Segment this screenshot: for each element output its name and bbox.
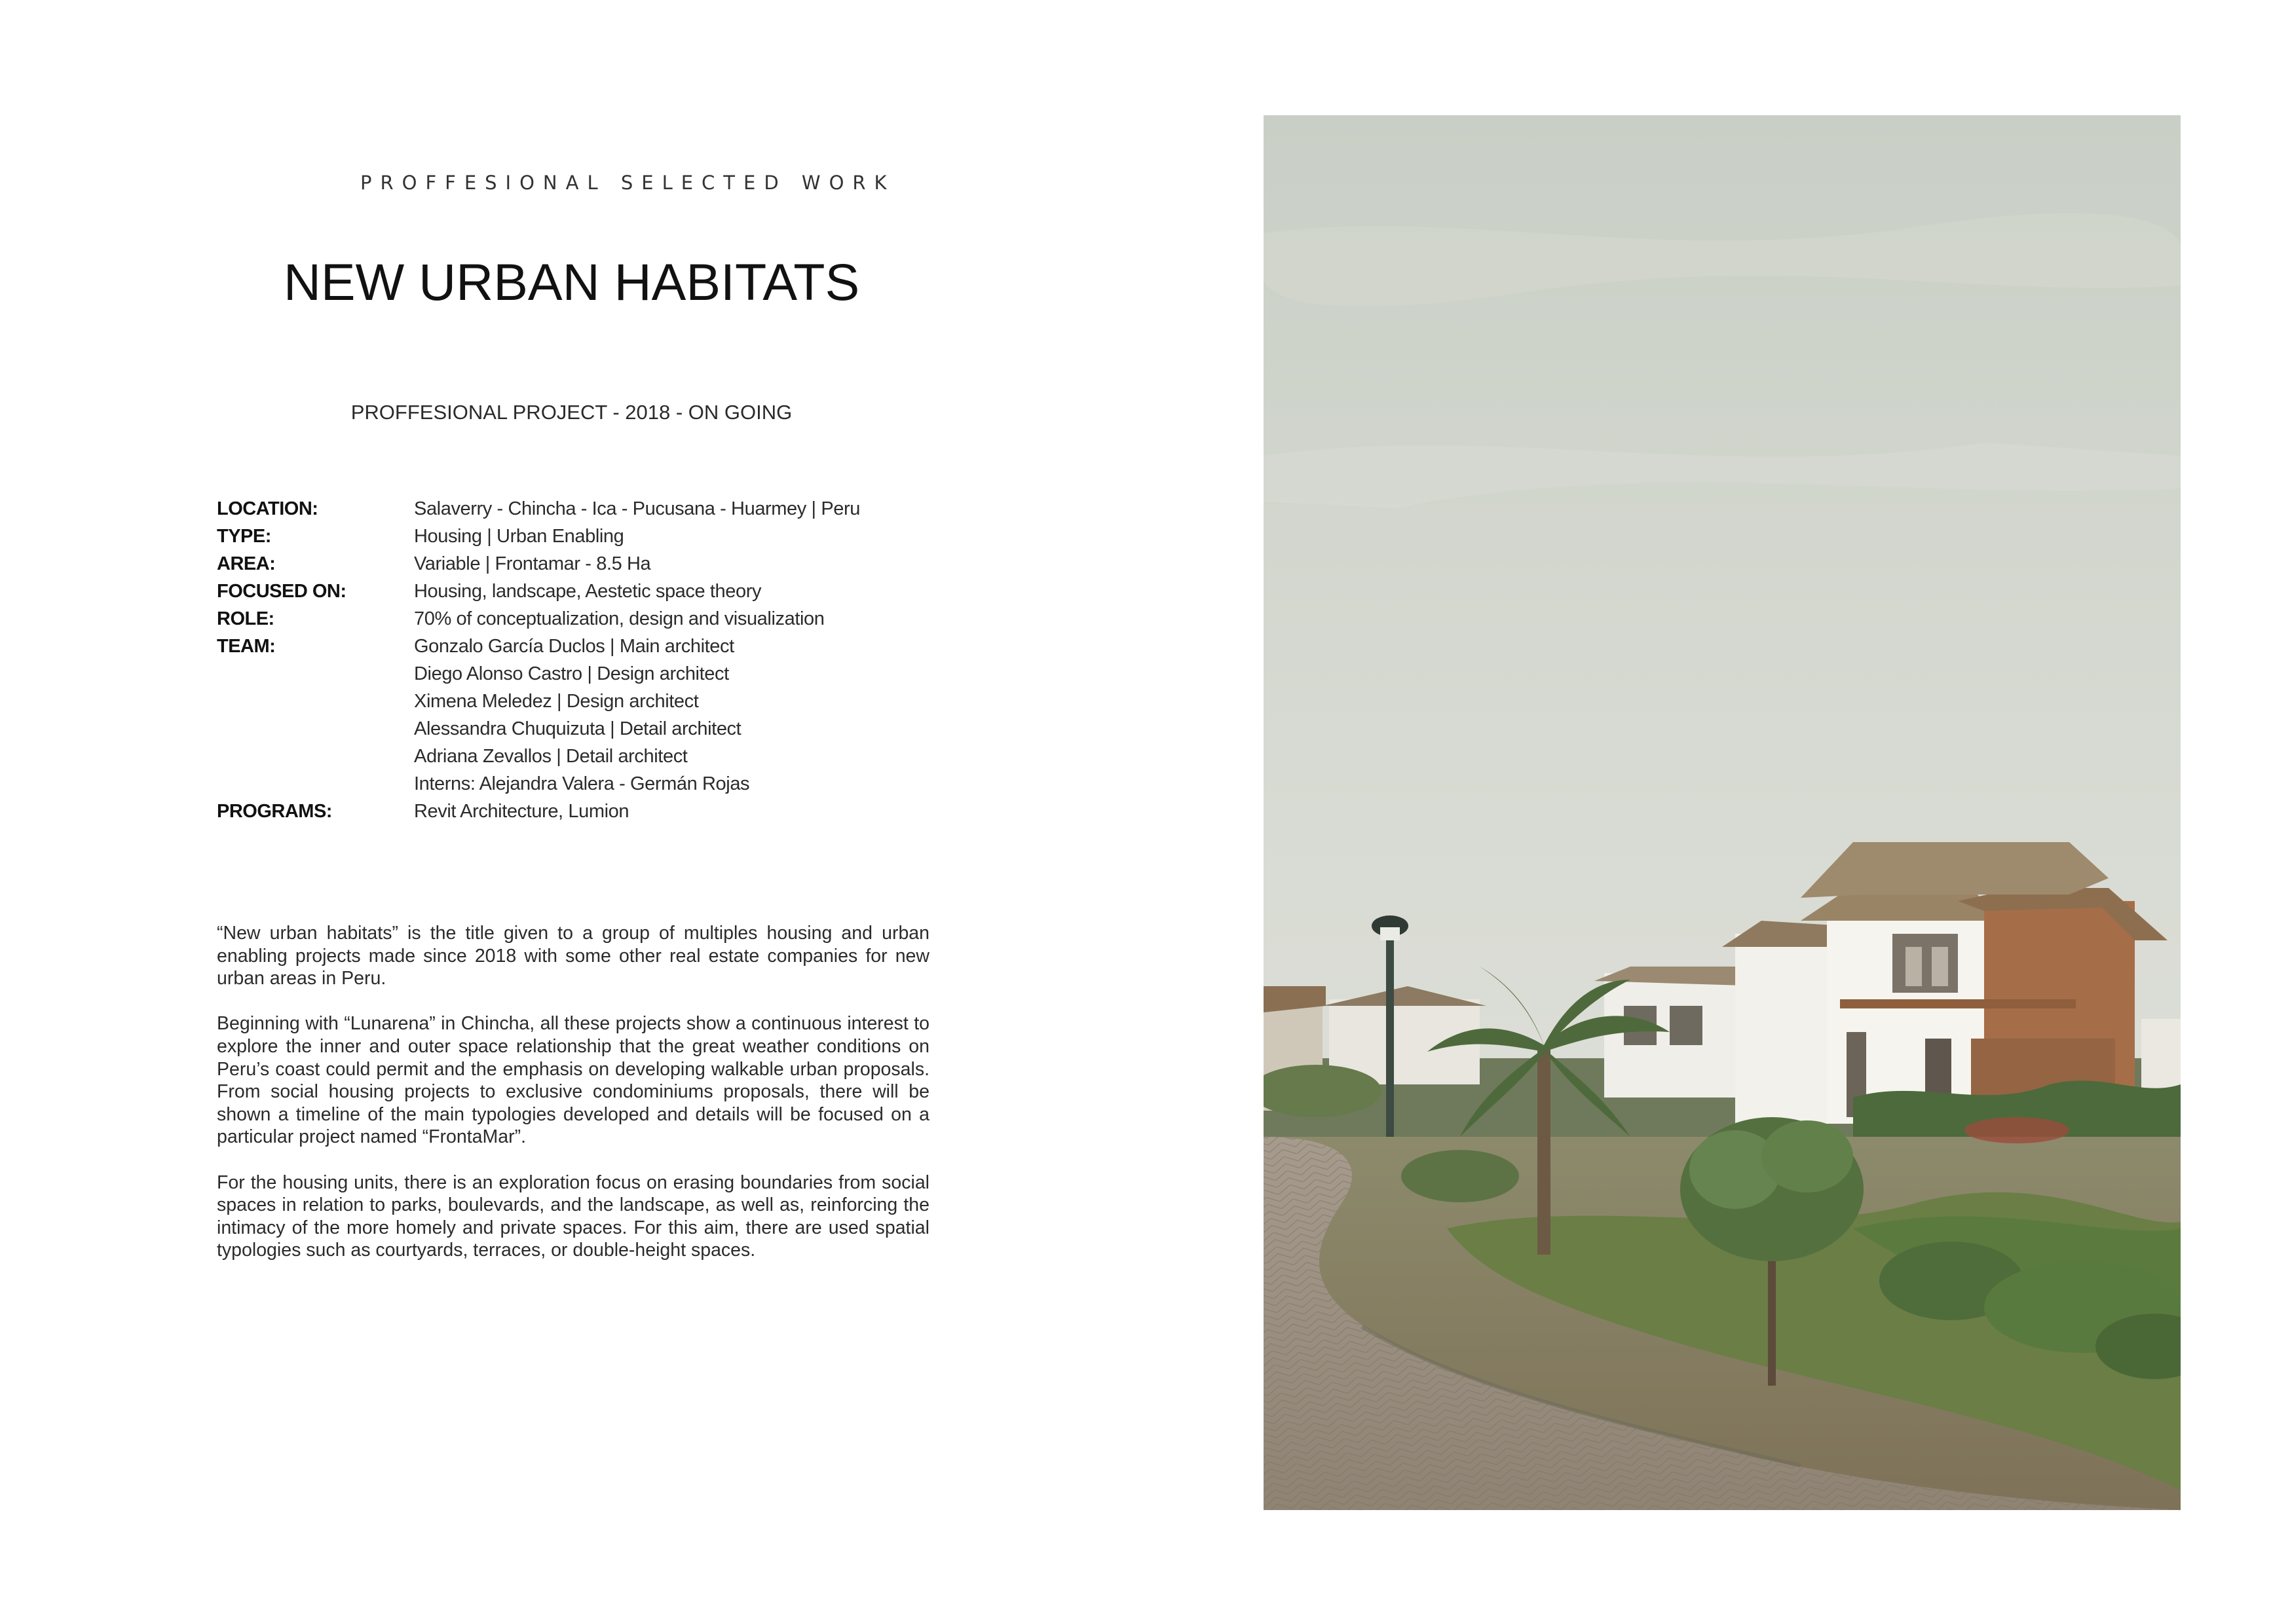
fact-row-type xyxy=(217,523,970,550)
fact-value: Housing | Urban Enabling xyxy=(414,525,624,547)
project-facts xyxy=(217,495,970,825)
section-kicker: PROFFESIONAL SELECTED WORK xyxy=(360,172,895,194)
fact-row-team-member xyxy=(217,743,970,770)
fact-row-team-member xyxy=(217,715,970,743)
fact-value: Salaverry - Chincha - Ica - Pucusana - Huarmey | Peru xyxy=(414,498,860,519)
fact-row-team-member xyxy=(217,660,970,688)
fact-value: Gonzalo García Duclos | Main architect xyxy=(414,635,734,657)
fact-value: Ximena Meledez | Design architect xyxy=(414,690,699,712)
fact-label: AREA: xyxy=(217,553,276,574)
fact-value: Alessandra Chuquizuta | Detail architect xyxy=(414,718,741,739)
fact-row-team-member xyxy=(217,688,970,715)
house-landscape-photo xyxy=(1264,115,2181,1510)
fact-row-role xyxy=(217,605,970,633)
fact-row-programs xyxy=(217,798,970,825)
page-title: NEW URBAN HABITATS xyxy=(283,253,860,311)
fact-row-team-member xyxy=(217,770,970,798)
fact-value: 70% of conceptualization, design and visualization xyxy=(414,608,825,629)
project-subtitle: PROFFESIONAL PROJECT - 2018 - ON GOING xyxy=(350,401,793,424)
fact-value: Variable | Frontamar - 8.5 Ha xyxy=(414,553,651,574)
fact-row-area xyxy=(217,550,970,578)
fact-label: ROLE: xyxy=(217,608,274,629)
project-description xyxy=(217,922,929,1285)
fact-row-team xyxy=(217,633,970,660)
fact-label: TYPE: xyxy=(217,525,271,547)
fact-label: FOCUSED ON: xyxy=(217,580,347,602)
fact-row-location xyxy=(217,495,970,523)
fact-label: PROGRAMS: xyxy=(217,800,332,822)
fact-value: Interns: Alejandra Valera - Germán Rojas xyxy=(414,773,750,794)
fact-value: Revit Architecture, Lumion xyxy=(414,800,629,822)
description-paragraph: Beginning with “Lunarena” in Chincha, all these projects show a continuous interest to explore the inner and outer space relationship that the great weather conditions on Peru’s coast could permit and the emphasis on developing walkable urban proposals. From social housing projects to exclusive condominiums proposals, there will be shown a timeline of the main typologies developed and details will be focused on a particular project named “FrontaMar”. xyxy=(217,1013,929,1148)
project-photo xyxy=(1264,115,2181,1510)
description-paragraph: “New urban habitats” is the title given to a group of multiples housing and urban enabling projects made since 2018 with some other real estate companies for new urban areas in Peru. xyxy=(217,923,929,989)
fact-row-focused-on xyxy=(217,578,970,605)
fact-value: Diego Alonso Castro | Design architect xyxy=(414,663,729,684)
fact-value: Housing, landscape, Aestetic space theory xyxy=(414,580,762,602)
fact-label: LOCATION: xyxy=(217,498,318,519)
fact-label: TEAM: xyxy=(217,635,276,657)
fact-value: Adriana Zevallos | Detail architect xyxy=(414,745,688,767)
description-paragraph: For the housing units, there is an exploration focus on erasing boundaries from social spaces in relation to parks, boulevards, and the landscape, as well as, reinforcing the intimacy of the more homely and private spaces. For this aim, there are used spatial typologies such as courtyards, terraces, or double-height spaces. xyxy=(217,1172,929,1261)
